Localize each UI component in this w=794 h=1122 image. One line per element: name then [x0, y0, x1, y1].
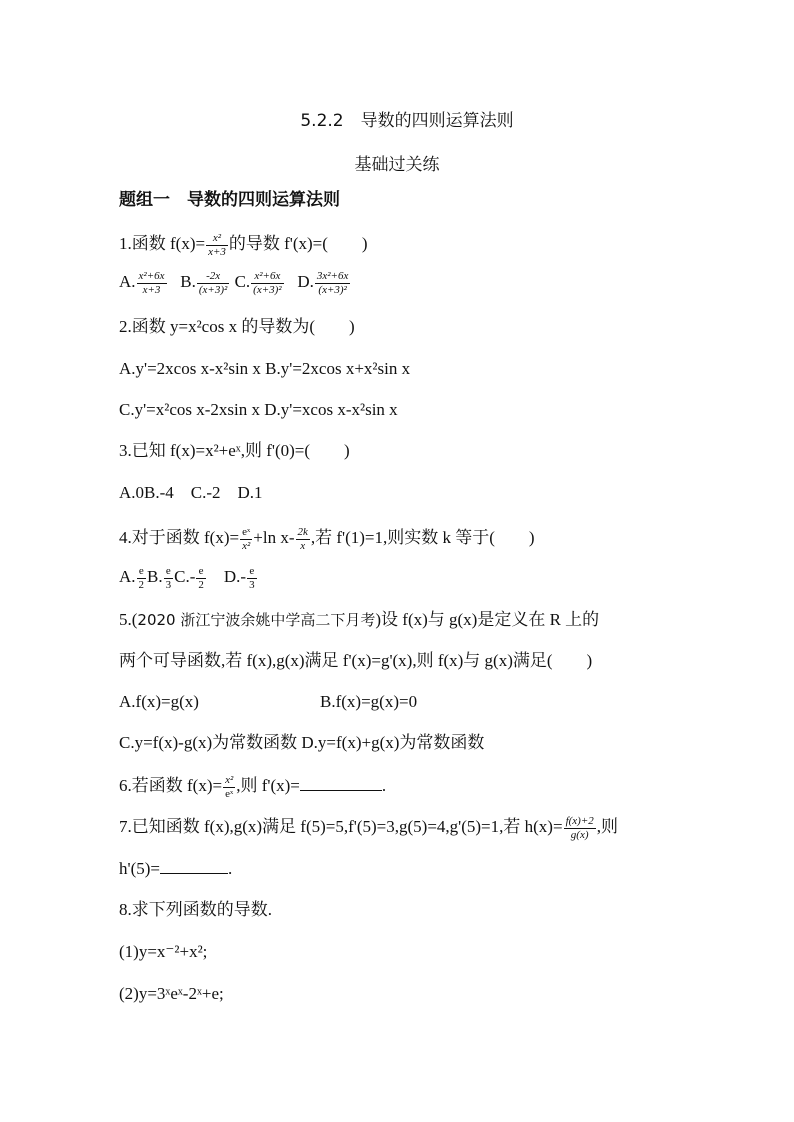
- question-2-options-cd: C.y'=x²cos x-2xsin x D.y'=xcos x-x²sin x: [119, 400, 398, 419]
- option-d: D. $\frac{\text{3x²+6x}}{\text{(x+3)²}}$: [297, 270, 349, 296]
- option-c: C.- $\frac{e}{2}$: [174, 565, 204, 591]
- question-5-stem: 5.(2020 浙江宁波余姚中学高二下月考)设 f(x)与 g(x)是定义在 R 上的: [119, 610, 600, 629]
- question-1-stem: 1.函数 f(x)= $\frac{\text{x²}}{x+3}$ 的导数 f'(x)=( ): [119, 232, 368, 258]
- fraction: $\frac{\text{x²}}{x+3}$: [208, 232, 226, 258]
- subtitle: 基础过关练: [354, 155, 440, 175]
- question-7-stem: 7.已知函数 f(x),g(x)满足 f(5)=5,f'(5)=3,g(5)=4,g'(5)=1,若 h(x)= $\frac{f(x)+2}{g(x)}$ ,则: [119, 815, 618, 841]
- question-2-options-ab: A.y'=2xcos x-x²sin x B.y'=2xcos x+x²sin x: [119, 359, 411, 378]
- question-8-part-1: (1)y=x⁻²+x²;: [119, 942, 208, 961]
- question-7-line-2: h'(5)= .: [119, 859, 233, 878]
- question-5-options-cd: C.y=f(x)-g(x)为常数函数 D.y=f(x)+g(x)为常数函数: [119, 733, 485, 752]
- question-8-part-2: (2)y=3ˣeˣ-2ˣ+e;: [119, 984, 224, 1003]
- question-3-stem: 3.已知 f(x)=x²+eˣ,则 f'(0)=( ): [119, 441, 350, 460]
- question-source: 2020 浙江宁波余姚中学高二下月考: [137, 611, 376, 629]
- option-a: A. $\frac{\text{x²+6x}}{x+3}$: [119, 270, 165, 296]
- question-2-stem: 2.函数 y=x²cos x 的导数为( ): [119, 317, 355, 336]
- group-title: 题组一 导数的四则运算法则: [119, 190, 340, 210]
- section-title: 5.2.2 导数的四则运算法则: [300, 111, 514, 131]
- option-a: A. $\frac{e}{2}$: [119, 565, 145, 591]
- option-b: B. $\frac{-2x}{\text{(x+3)²}}$: [180, 270, 228, 296]
- answer-blank[interactable]: [300, 789, 382, 791]
- option-c: C. $\frac{\text{x²+6x}}{\text{(x+3)²}}$: [234, 270, 282, 296]
- question-3-options: A.0B.-4 C.-2 D.1: [119, 483, 263, 502]
- question-4-options: [119, 565, 258, 591]
- question-4-stem: 4.对于函数 f(x)= $\frac{\text{eˣ}}{\text{x²}}$ +ln x- $\frac{2k}{x}$ ,若 f'(1)=1,则实数 k 等于( ): [119, 526, 535, 552]
- question-1-options: [119, 270, 351, 296]
- question-8-stem: 8.求下列函数的导数.: [119, 900, 272, 919]
- question-6-stem: 6.若函数 f(x)= $\frac{\text{x²}}{\text{eˣ}}$ ,则 f'(x)= .: [119, 774, 387, 800]
- answer-blank[interactable]: [160, 872, 228, 874]
- option-b: B. $\frac{e}{3}$: [147, 565, 172, 591]
- option-d: D.- $\frac{e}{3}$: [223, 565, 255, 591]
- question-5-line-2: 两个可导函数,若 f(x),g(x)满足 f'(x)=g'(x),则 f(x)与 g(x)满足( ): [119, 651, 593, 670]
- question-5-option-a: A.f(x)=g(x): [119, 692, 199, 711]
- question-5-option-b: B.f(x)=g(x)=0: [320, 692, 418, 711]
